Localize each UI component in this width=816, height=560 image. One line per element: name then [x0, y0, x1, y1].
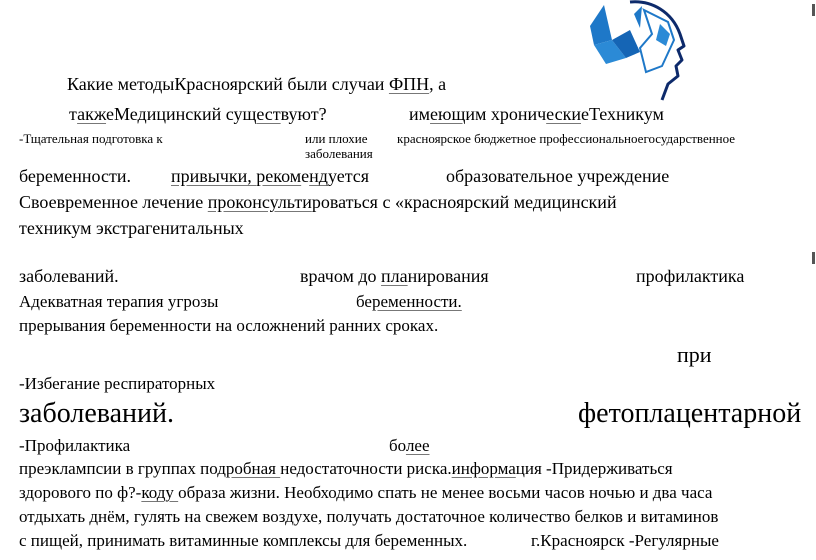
line-7-mid: врачом до планирования: [300, 266, 489, 286]
line-4-left: беременности.: [19, 166, 131, 186]
line-17-left: с пищей, принимать витаминные комплексы для беременных.: [19, 531, 468, 550]
line-2-right: имеющим хроническиеТехникум: [409, 104, 664, 124]
line-16: отдыхать днём, гулять на свежем воздухе, получать достаточное количество белков и витаминов: [19, 507, 719, 526]
line-8-left: Адекватная терапия угрозы: [19, 292, 219, 311]
line-17-right: г.Красноярск -Регулярные: [531, 531, 719, 550]
line-13-left: -Профилактика: [19, 436, 131, 455]
line-15: здорового по ф?-коду образа жизни. Необходимо спать не менее восьми часов ночью и два часа: [19, 483, 713, 502]
edge-mark: [812, 252, 815, 264]
line-11: -Избегание респираторных: [19, 374, 216, 393]
line-3-left: -Тщательная подготовка к: [19, 131, 163, 146]
edge-mark: [812, 4, 815, 16]
line-10: при: [677, 342, 712, 367]
line-5: Своевременное лечение проконсультироваться с «красноярский медицинский: [19, 192, 617, 212]
line-4-mid: привычки, рекомендуется: [171, 166, 370, 186]
line-4-right: образовательное учреждение: [446, 166, 670, 186]
line-8-right: беременности.: [356, 292, 462, 311]
line-3-right: красноярское бюджетное профессиональноегосударственное: [397, 131, 736, 146]
line-12-left: заболеваний.: [19, 398, 174, 429]
line-1: Какие методыКрасноярский были случаи ФПН, а: [67, 74, 447, 94]
line-13-right: более: [389, 436, 430, 455]
line-9: прерывания беременности на осложнений ранних сроках.: [19, 316, 439, 335]
line-12-right: фетоплацентарной: [578, 398, 802, 429]
medical-head-logo-icon: [582, 0, 688, 102]
line-2-left: такжеМедицинский существуют?: [69, 104, 327, 124]
line-3-mid: или плохие заболевания: [305, 131, 373, 161]
line-6: техникум экстрагенитальных: [19, 218, 244, 238]
line-14: преэклампсии в группах подробная недостаточности риска.информация -Придерживаться: [19, 459, 673, 478]
line-7-left: заболеваний.: [19, 266, 119, 286]
line-7-right: профилактика: [636, 266, 745, 286]
